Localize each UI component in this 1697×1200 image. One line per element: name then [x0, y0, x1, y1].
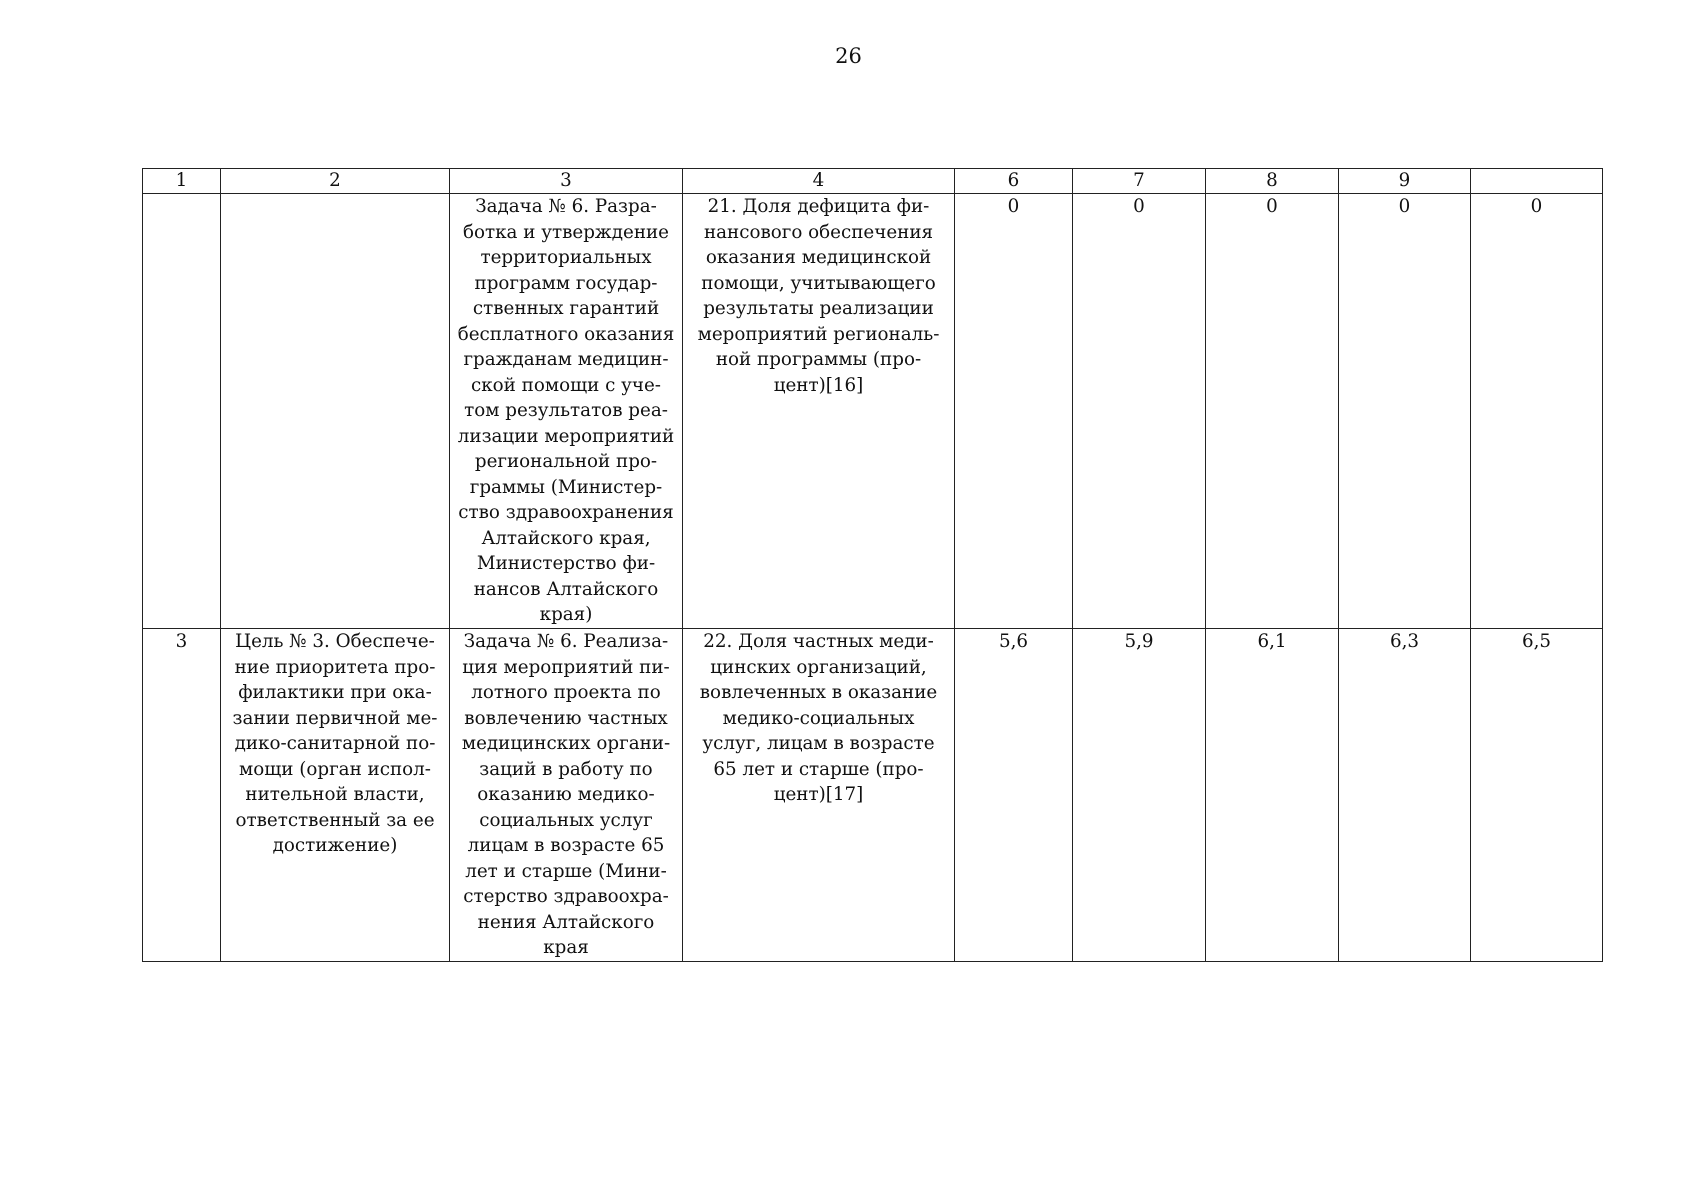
- cell-text-line: стерство здравоохра-: [463, 886, 669, 907]
- cell-text-line: территориальных: [480, 247, 652, 268]
- cell-text-line: зании первичной ме-: [232, 707, 438, 729]
- header-cell: 2: [221, 169, 450, 194]
- cell-text-line: достижение): [272, 835, 398, 856]
- cell-text-line: мощи (орган испол-: [239, 758, 431, 780]
- cell-text-line: лицам в возрасте 65: [467, 835, 665, 856]
- cell-text-line: нансов Алтайского: [473, 578, 659, 600]
- cell-text-line: нения Алтайского: [477, 911, 655, 933]
- cell-text-line: вовлеченных в оказание: [699, 682, 938, 703]
- header-cell: 8: [1206, 169, 1339, 194]
- indicators-table: [142, 168, 1603, 962]
- header-cell: 7: [1073, 169, 1206, 194]
- goal-cell: [221, 629, 450, 962]
- value-cell: 6,1: [1206, 629, 1339, 962]
- cell-text-line: цинских организаций,: [710, 656, 927, 678]
- cell-text-line: цент)[17]: [773, 784, 864, 805]
- cell-text-line: ние приоритета про-: [234, 656, 436, 678]
- cell-text-line: программ государ-: [474, 272, 658, 294]
- cell-text-line: цент)[16]: [773, 374, 864, 396]
- table-header-row: [143, 169, 1603, 194]
- goal-cell: [221, 194, 450, 629]
- value-cell: 5,6: [955, 629, 1073, 962]
- value-cell: 0: [955, 194, 1073, 629]
- cell-text-line: оказания медицинской: [705, 247, 932, 268]
- row-number-cell: 3: [143, 629, 221, 962]
- task-cell: [450, 629, 683, 962]
- cell-text-line: ской помощи с уче-: [471, 374, 661, 396]
- cell-text-line: результаты реализации: [703, 298, 934, 319]
- cell-text-line: ной программы (про-: [715, 349, 922, 370]
- cell-text-line: ботка и утверждение: [462, 221, 670, 243]
- cell-text-line: 65 лет и старше (про-: [713, 758, 924, 780]
- cell-text-line: филактики при ока-: [238, 682, 432, 703]
- value-cell: 6,3: [1339, 629, 1471, 962]
- cell-text-line: граммы (Министер-: [469, 476, 663, 498]
- indicator-cell: [683, 629, 955, 962]
- task-cell: [450, 194, 683, 629]
- cell-text-line: оказанию медико-: [477, 784, 655, 805]
- value-cell: 0: [1206, 194, 1339, 629]
- cell-text-line: лотного проекта по: [471, 682, 661, 703]
- cell-text-line: края: [543, 937, 589, 958]
- cell-text-line: медико-социальных: [722, 707, 915, 729]
- cell-text-line: Задача № 6. Разра-: [475, 196, 657, 217]
- cell-text-line: ция мероприятий пи-: [462, 656, 670, 678]
- header-cell: [1471, 169, 1603, 194]
- row-number-cell: [143, 194, 221, 629]
- cell-text-line: нансового обеспечения: [703, 221, 934, 243]
- header-cell: 9: [1339, 169, 1471, 194]
- cell-text-line: края): [539, 604, 593, 625]
- value-cell: 6,5: [1471, 629, 1603, 962]
- table-row: [143, 629, 1603, 962]
- cell-text-line: бесплатного оказания: [457, 323, 675, 345]
- cell-text-line: услуг, лицам в возрасте: [702, 733, 935, 754]
- cell-text-line: лизации мероприятий: [457, 425, 675, 447]
- cell-text-line: Цель № 3. Обеспече-: [235, 631, 435, 652]
- value-cell: 0: [1339, 194, 1471, 629]
- cell-text-line: гражданам медицин-: [463, 349, 669, 370]
- header-cell: 6: [955, 169, 1073, 194]
- cell-text-line: том результатов реа-: [464, 400, 668, 421]
- cell-text-line: мероприятий региональ-: [697, 323, 940, 345]
- header-cell: 1: [143, 169, 221, 194]
- cell-text-line: ство здравоохранения: [458, 502, 674, 523]
- cell-text-line: дико-санитарной по-: [234, 733, 436, 754]
- value-cell: 5,9: [1073, 629, 1206, 962]
- cell-text-line: помощи, учитывающего: [701, 272, 936, 294]
- cell-text-line: заций в работу по: [479, 758, 653, 780]
- value-cell: 0: [1073, 194, 1206, 629]
- cell-text-line: нительной власти,: [245, 784, 425, 805]
- cell-text-line: ственных гарантий: [472, 298, 660, 319]
- cell-text-line: вовлечению частных: [464, 707, 668, 729]
- header-cell: 4: [683, 169, 955, 194]
- cell-text-line: лет и старше (Мини-: [465, 860, 667, 882]
- cell-text-line: Министерство фи-: [476, 553, 656, 574]
- cell-text-line: Задача № 6. Реализа-: [463, 631, 669, 652]
- cell-text-line: региональной про-: [474, 451, 658, 472]
- cell-text-line: 21. Доля дефицита фи-: [707, 196, 930, 217]
- cell-text-line: 22. Доля частных меди-: [703, 631, 934, 652]
- page-number: 26: [835, 44, 862, 68]
- cell-text-line: медицинских органи-: [461, 733, 671, 754]
- indicator-cell: [683, 194, 955, 629]
- cell-text-line: Алтайского края,: [481, 527, 651, 549]
- header-cell: 3: [450, 169, 683, 194]
- cell-text-line: ответственный за ее: [235, 809, 435, 831]
- cell-text-line: социальных услуг: [479, 809, 653, 831]
- value-cell: 0: [1471, 194, 1603, 629]
- table-row: [143, 194, 1603, 629]
